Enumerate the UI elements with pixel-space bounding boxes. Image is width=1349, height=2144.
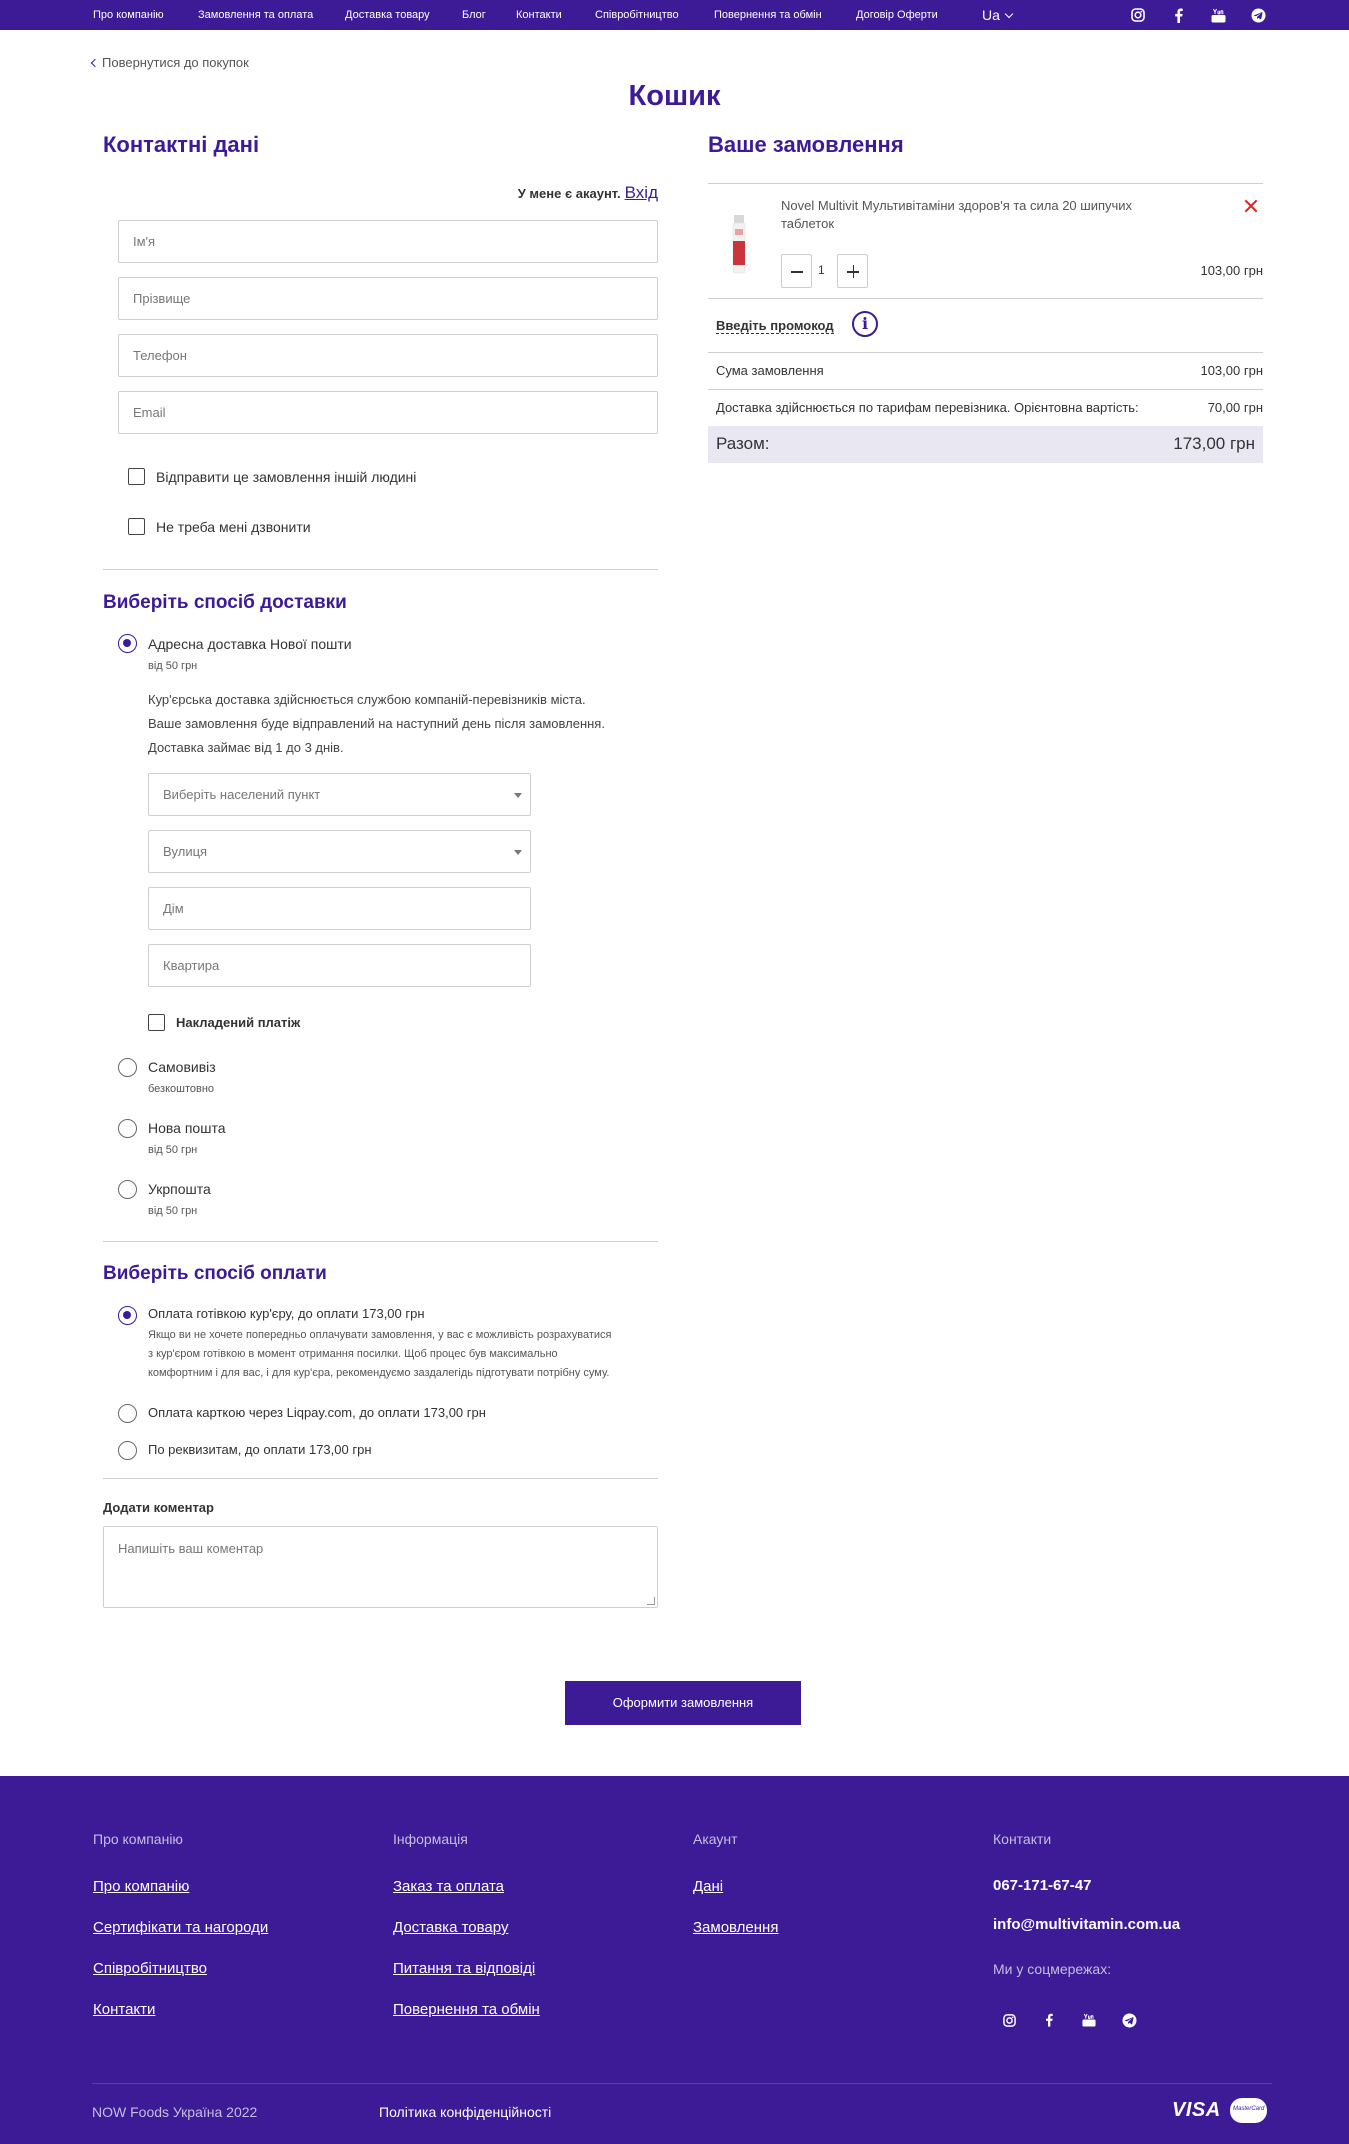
- order-section-title: Ваше замовлення: [708, 132, 904, 157]
- cash-note-line: з кур'єром готівкою в момент отримання посилки. Щоб процес був максимально: [148, 1348, 558, 1360]
- delivery-section-title: Виберіть спосіб доставки: [103, 592, 347, 613]
- quantity-increase-button[interactable]: [837, 254, 868, 288]
- footer-link[interactable]: Про компанію: [93, 1878, 190, 1895]
- footer-link[interactable]: Співробітництво: [93, 1960, 208, 1977]
- payment-option-label: Оплата карткою через Liqpay.com, до оплати 173,00 грн: [148, 1405, 486, 1420]
- instagram-icon[interactable]: [999, 2010, 1019, 2030]
- delivery-radio-nova-poshta[interactable]: [118, 1119, 137, 1138]
- city-input[interactable]: [149, 774, 530, 815]
- divider: [708, 389, 1263, 390]
- info-icon[interactable]: i: [852, 311, 878, 337]
- payment-radio-cash[interactable]: [118, 1306, 137, 1325]
- first-name-field[interactable]: [118, 220, 658, 263]
- nav-returns[interactable]: Повернення та обмін: [714, 9, 822, 21]
- top-navigation: [0, 0, 1349, 30]
- email-field[interactable]: [118, 391, 658, 434]
- footer-heading-about: Про компанію: [93, 1831, 183, 1847]
- product-image[interactable]: [716, 203, 760, 279]
- total-value: 173,00 грн: [1173, 434, 1255, 453]
- footer-link[interactable]: Дані: [693, 1878, 724, 1895]
- back-label: Повернутися до покупок: [102, 55, 249, 70]
- divider: [92, 2083, 1272, 2084]
- cod-label: Накладений платіж: [176, 1015, 301, 1030]
- street-input[interactable]: [149, 831, 530, 872]
- facebook-icon[interactable]: [1168, 5, 1188, 25]
- delivery-option-label: Нова пошта: [148, 1120, 226, 1136]
- caret-down-icon: [514, 850, 522, 855]
- language-label: Ua: [982, 7, 1000, 23]
- plus-icon: [853, 265, 855, 278]
- nav-offer[interactable]: Договір Оферти: [856, 9, 938, 21]
- nav-delivery[interactable]: Доставка товару: [345, 9, 430, 21]
- footer-heading-account: Акаунт: [693, 1831, 738, 1847]
- privacy-policy-link[interactable]: Політика конфіденційності: [379, 2104, 552, 2120]
- divider: [708, 298, 1263, 299]
- house-input[interactable]: [149, 888, 530, 929]
- instagram-icon[interactable]: [1128, 5, 1148, 25]
- delivery-option-label: Укрпошта: [148, 1181, 211, 1197]
- delivery-radio-np-address[interactable]: [118, 634, 137, 653]
- nav-blog[interactable]: Блог: [462, 9, 486, 21]
- youtube-icon[interactable]: [1079, 2010, 1099, 2030]
- footer-email[interactable]: info@multivitamin.com.ua: [993, 1916, 1181, 1933]
- delivery-description-line: Кур'єрська доставка здійснюється службою компаній-перевізників міста.: [148, 692, 586, 707]
- page-title: Кошик: [628, 80, 721, 112]
- divider: [708, 352, 1263, 353]
- back-to-shopping-link[interactable]: [92, 55, 249, 70]
- delivery-description-line: Ваше замовлення буде відправлений на наступний день після замовлення.: [148, 716, 605, 731]
- telegram-icon[interactable]: [1248, 5, 1268, 25]
- chevron-left-icon: [91, 59, 99, 67]
- nav-about[interactable]: Про компанію: [93, 9, 164, 21]
- city-select[interactable]: [148, 773, 531, 816]
- language-selector[interactable]: [982, 7, 1012, 23]
- nav-cooperation[interactable]: Співробітництво: [595, 9, 679, 21]
- telegram-icon[interactable]: [1119, 2010, 1139, 2030]
- footer-phone[interactable]: 067-171-67-47: [993, 1877, 1092, 1894]
- copyright: NOW Foods Україна 2022: [92, 2104, 258, 2120]
- mastercard-text: MasterCard: [1233, 2106, 1265, 2112]
- product-name[interactable]: Novel Multivit Мультивітаміни здоров'я та сила 20 шипучих таблеток: [781, 198, 1133, 231]
- delivery-option-label: Адресна доставка Нової пошти: [148, 636, 352, 652]
- login-link[interactable]: Вхід: [624, 183, 658, 202]
- footer-link[interactable]: Доставка товару: [393, 1919, 509, 1936]
- facebook-icon[interactable]: [1039, 2010, 1059, 2030]
- caret-down-icon: [514, 793, 522, 798]
- divider: [103, 569, 658, 570]
- account-prompt: [518, 183, 658, 203]
- delivery-option-price: безкоштовно: [148, 1083, 215, 1095]
- delivery-radio-pickup[interactable]: [118, 1058, 137, 1077]
- quantity-decrease-button[interactable]: [781, 254, 812, 288]
- footer-link[interactable]: Повернення та обмін: [393, 2001, 540, 2018]
- delivery-option-price: від 50 грн: [148, 1144, 198, 1156]
- visa-logo: VISA: [1172, 2099, 1221, 2121]
- sum-value: 103,00 грн: [1200, 363, 1263, 378]
- first-name-input[interactable]: [119, 221, 657, 262]
- house-field[interactable]: [148, 887, 531, 930]
- payment-option-label: По реквизитам, до оплати 173,00 грн: [148, 1442, 372, 1457]
- youtube-icon[interactable]: [1208, 5, 1228, 25]
- footer-link[interactable]: Контакти: [93, 2001, 156, 2018]
- payment-radio-requisites[interactable]: [118, 1441, 137, 1460]
- phone-field[interactable]: [118, 334, 658, 377]
- delivery-option-price: від 50 грн: [148, 1205, 198, 1217]
- quantity-value: 1: [818, 263, 825, 277]
- total-label: Разом:: [716, 434, 770, 453]
- no-call-label: Не треба мені дзвонити: [156, 519, 311, 535]
- delivery-radio-ukrposhta[interactable]: [118, 1180, 137, 1199]
- contact-section-title: Контактні дані: [103, 132, 260, 157]
- divider: [708, 183, 1263, 184]
- phone-input[interactable]: [119, 335, 657, 376]
- footer-heading-contacts: Контакти: [993, 1831, 1052, 1847]
- promo-code-link[interactable]: Введіть промокод: [716, 318, 834, 333]
- delivery-cost-label: Доставка здійснюється по тарифам перевізника. Орієнтовна вартість:: [716, 400, 1139, 415]
- mastercard-logo: [1230, 2098, 1267, 2123]
- last-name-field[interactable]: [118, 277, 658, 320]
- cash-note-line: Якщо ви не хочете попередньо оплачувати замовлення, у вас є можливість розрахуватися: [148, 1329, 612, 1341]
- footer-link[interactable]: Заказ та оплата: [393, 1878, 504, 1895]
- no-call-checkbox[interactable]: [128, 518, 145, 535]
- payment-section-title: Виберіть спосіб оплати: [103, 1263, 327, 1284]
- comment-textarea[interactable]: [104, 1527, 657, 1607]
- account-text: У мене є акаунт.: [517, 186, 621, 201]
- footer-social-label: Ми у соцмережах:: [993, 1961, 1112, 1977]
- minus-icon: [791, 271, 803, 273]
- delivery-cost-value: 70,00 грн: [1207, 400, 1263, 415]
- delivery-option-label: Самовивіз: [148, 1059, 216, 1075]
- item-price: 103,00 грн: [1200, 263, 1263, 278]
- email-input[interactable]: [119, 392, 657, 433]
- delivery-option-price: від 50 грн: [148, 660, 198, 672]
- cod-checkbox[interactable]: [148, 1014, 165, 1031]
- divider: [103, 1478, 658, 1479]
- resize-handle[interactable]: [647, 1597, 655, 1605]
- cash-note-line: комфортним і для вас, і для кур'єра, рекомендуємо заздалегідь підготувати потрібну суму.: [148, 1367, 610, 1379]
- comment-field[interactable]: [103, 1526, 658, 1608]
- apartment-input[interactable]: [149, 945, 530, 986]
- comment-label: Додати коментар: [103, 1500, 214, 1515]
- send-other-checkbox[interactable]: [128, 468, 145, 485]
- nav-orders-payment[interactable]: Замовлення та оплата: [198, 9, 314, 21]
- footer-link[interactable]: Питання та відповіді: [393, 1960, 536, 1977]
- payment-option-label: Оплата готівкою кур'єру, до оплати 173,00 грн: [148, 1306, 425, 1321]
- street-select[interactable]: [148, 830, 531, 873]
- payment-radio-card[interactable]: [118, 1404, 137, 1423]
- chevron-down-icon: [1005, 10, 1013, 18]
- send-other-label: Відправити це замовлення іншій людині: [156, 469, 417, 485]
- divider: [103, 1241, 658, 1242]
- nav-contacts[interactable]: Контакти: [516, 9, 562, 21]
- submit-order-button[interactable]: Оформити замовлення: [565, 1681, 801, 1725]
- footer-link[interactable]: Сертифікати та нагороди: [93, 1919, 269, 1936]
- apartment-field[interactable]: [148, 944, 531, 987]
- footer-heading-info: Інформація: [393, 1831, 468, 1847]
- close-icon[interactable]: [1243, 198, 1259, 214]
- delivery-description-line: Доставка займає від 1 до 3 днів.: [148, 740, 344, 755]
- last-name-input[interactable]: [119, 278, 657, 319]
- sum-label: Сума замовлення: [716, 363, 824, 378]
- footer-link[interactable]: Замовлення: [693, 1919, 779, 1936]
